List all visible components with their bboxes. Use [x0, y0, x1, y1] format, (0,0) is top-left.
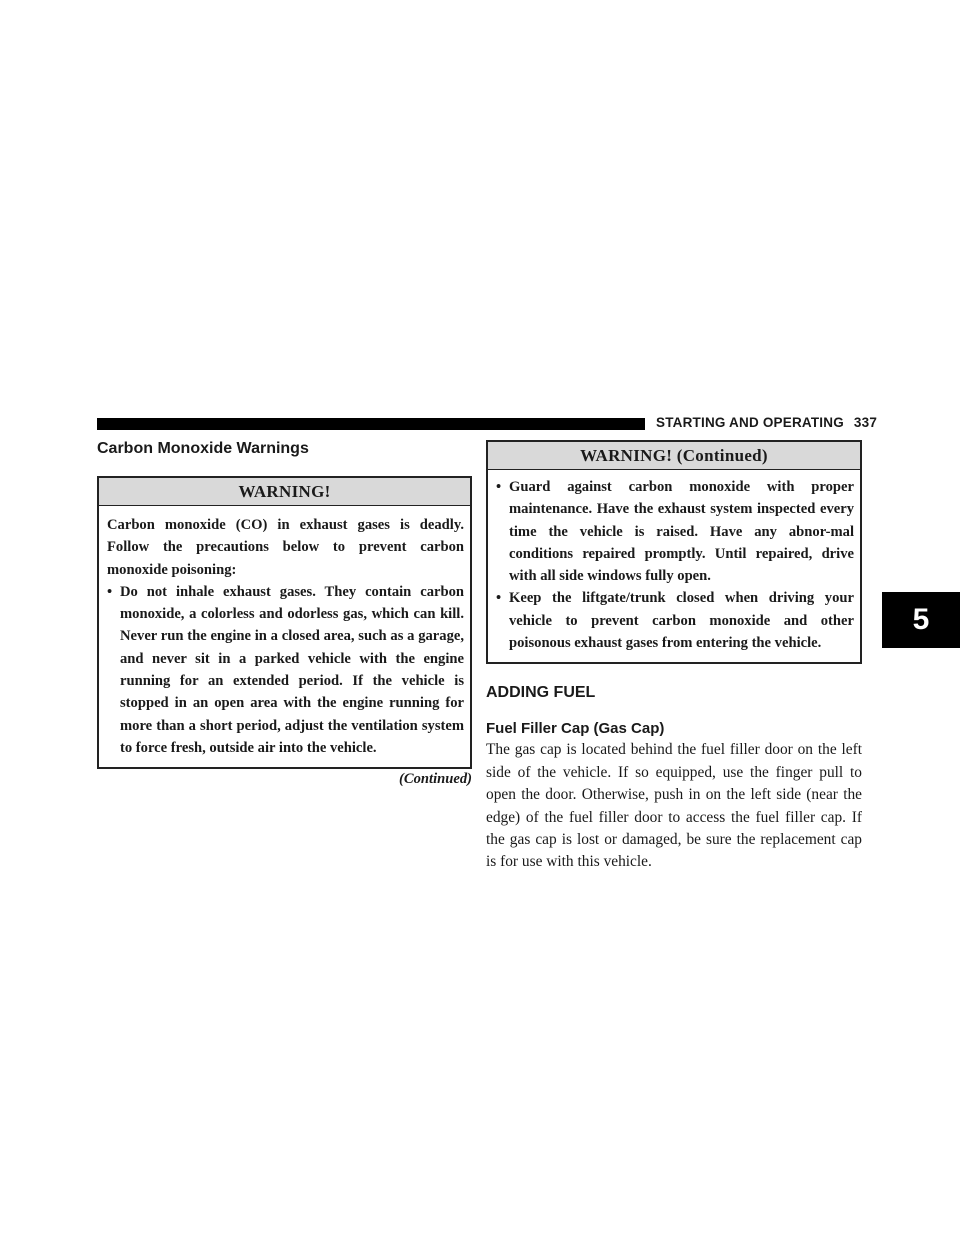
chapter-tab: 5: [882, 592, 960, 648]
bullet-text: Guard against carbon monoxide with proper maintenance. Have the exhaust system inspected every time the vehicle is raised. Have any abnor-mal conditions repaired promptly. Until repaired, drive with all side windows fully open.: [509, 479, 854, 585]
adding-fuel-heading: ADDING FUEL: [486, 684, 596, 702]
section-title: STARTING AND OPERATING: [656, 415, 844, 430]
warning-continued-box: [486, 440, 862, 664]
left-column: [97, 440, 472, 788]
carbon-monoxide-heading: Carbon Monoxide Warnings: [97, 440, 309, 457]
right-column: [486, 440, 862, 874]
continued-label: (Continued): [399, 771, 472, 788]
warning-continued-body: [488, 470, 860, 662]
page-number: 337: [853, 415, 878, 430]
warning-body: [99, 506, 470, 767]
bullet-text: Do not inhale exhaust gases. They contain carbon monoxide, a colorless and odorless gas, which can kill. Never run the engine in a closed area, such as a garage, and never sit in a parked vehicle with the engine running for an extended period. If the vehicle is stopped in an open area with the engine running for more than a short period, adjust the ventilation system to force fresh, outside air into the vehicle.: [120, 583, 464, 756]
warning-continued-title: WARNING! (Continued): [488, 442, 860, 470]
bullet-icon: •: [107, 583, 113, 600]
fuel-filler-cap-heading: Fuel Filler Cap (Gas Cap): [486, 720, 665, 738]
bullet-text: Keep the liftgate/trunk closed when driving your vehicle to prevent carbon monoxide and other poisonous exhaust gases from entering the vehicle.: [509, 590, 854, 652]
warning-title: WARNING!: [99, 478, 470, 506]
bullet-icon: •: [496, 479, 502, 495]
warning-bullet: [496, 476, 854, 587]
warning-bullet: [107, 581, 464, 759]
warning-box: [97, 476, 472, 769]
fuel-cap-paragraph: The gas cap is located behind the fuel filler door on the left side of the vehicle. If so equipped, use the finger pull to open the door. Otherwise, push in on the left side (near the edge) of the fuel filler door to access the fuel filler cap. If the gas cap is lost or damaged, be sure the replacement cap is for use with this vehicle.: [486, 741, 862, 871]
header-rule: [97, 418, 645, 430]
warning-bullet: [496, 587, 854, 654]
running-header: [656, 415, 877, 430]
bullet-icon: •: [496, 590, 502, 607]
warning-intro: Carbon monoxide (CO) in exhaust gases is deadly. Follow the precautions below to prevent carbon monoxide poisoning:: [107, 517, 464, 578]
